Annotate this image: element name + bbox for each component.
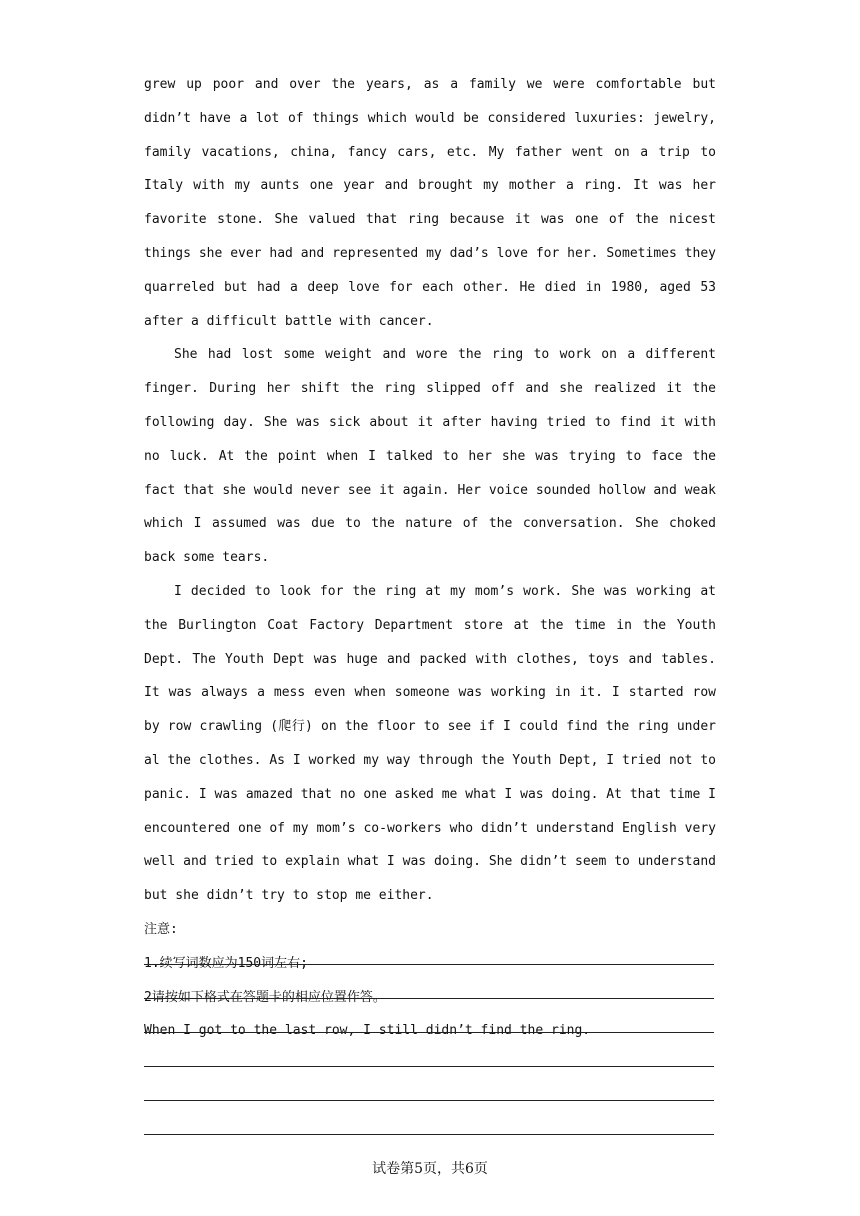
notes-title: 注意:: [144, 921, 178, 937]
answer-lines: [144, 964, 714, 1168]
paragraph-2: She had lost some weight and wore the ring to work on a different finger. During her shift the ring slipped off and she realized it the following day. She was sick about it after having tried to find it with no luck. At the point when I talked to her she was trying to face the fact that she would never see it again. Her voice sounded hollow and weak which I assumed was due to the nature of the conversation. She choked back some tears.: [144, 347, 716, 566]
paragraph-3: I decided to look for the ring at my mom’s work. She was working at the Burlington Coat Factory Department store at the time in the Youth Dept. The Youth Dept was huge and packed with clothes, toys and tables. It was always a mess even when someone was working in it. I started row by row crawling (爬行) on the floor to see if I could find the ring under al the clothes. As I worked my way through the Youth Dept, I tried not to panic. I was amazed that no one asked me what I was doing. At that time I encountered one of my mom’s co-workers who didn’t understand English very well and tried to explain what I was doing. She didn’t seem to understand but she didn’t try to stop me either.: [144, 583, 716, 904]
answer-line: [144, 998, 714, 999]
answer-line: [144, 1134, 714, 1135]
answer-line: [144, 964, 714, 965]
continuation-start: When I got to the last row, I still didn’t find the ring.: [144, 1023, 591, 1039]
note-item-2: 2请按如下格式在答题卡的相应位置作答。: [144, 989, 386, 1005]
passage-body: [144, 68, 716, 1048]
note-item-1: 1.续写词数应为150词左右;: [144, 955, 308, 971]
paragraph-1: grew up poor and over the years, as a family we were comfortable but didn’t have a lot of things which would be considered luxuries: jewelry, family vacations, china, fancy cars, etc. My father went on a trip to Italy with my aunts one year and brought my mother a ring. It was her favorite stone. She valued that ring because it was one of the nicest things she ever had and represented my dad’s love for her. Sometimes they quarreled but had a deep love for each other. He died in 1980, aged 53 after a difficult battle with cancer.: [144, 77, 716, 329]
answer-line: [144, 1100, 714, 1101]
answer-line: [144, 1032, 714, 1033]
answer-line: [144, 1066, 714, 1067]
page-footer: 试卷第5页，共6页: [372, 1161, 488, 1177]
